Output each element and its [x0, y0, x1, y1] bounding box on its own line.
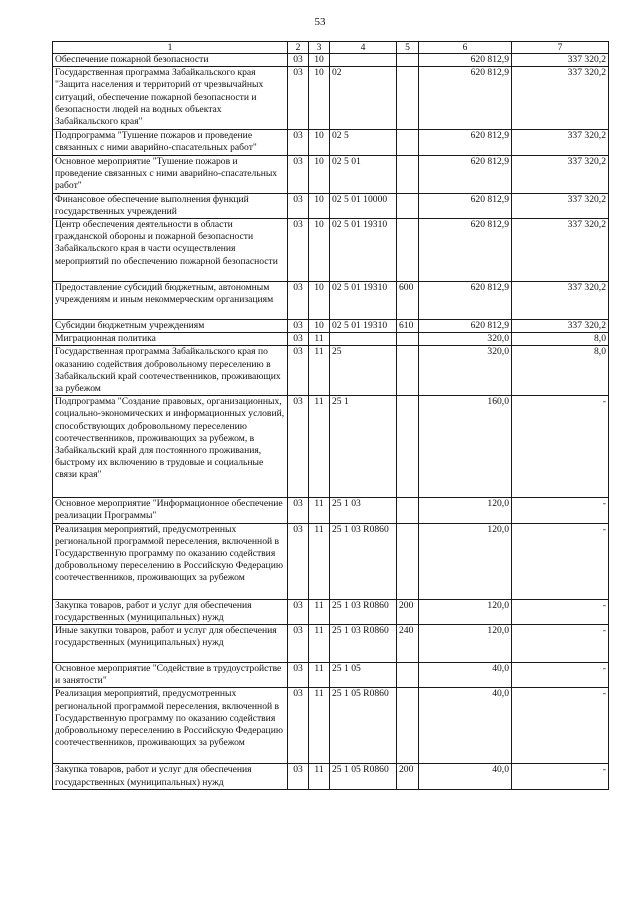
amount-col-6: 320,0: [419, 346, 512, 396]
chapter-code: 03: [288, 54, 309, 67]
table-row: [53, 625, 609, 663]
table-row: [53, 498, 609, 523]
expense-type-code: 610: [397, 320, 419, 333]
col-header-7: 7: [512, 42, 609, 54]
row-name: Закупка товаров, работ и услуг для обеспечения государственных (муниципальных) нужд: [53, 764, 288, 789]
row-name: Подпрограмма "Тушение пожаров и проведение связанных с ними аварийно-спасательных работ": [53, 130, 288, 155]
row-name: Центр обеспечения деятельности в области гражданской обороны и пожарной безопасности Забайкальского края в части осуществления мероприятий по обеспечению пожарной безопасности: [53, 219, 288, 282]
section-code: 10: [309, 193, 330, 218]
expense-type-code: [397, 523, 419, 599]
table-row: [53, 130, 609, 155]
section-code: 11: [309, 346, 330, 396]
chapter-code: 03: [288, 523, 309, 599]
target-article-code: 02 5 01 19310: [330, 320, 397, 333]
target-article-code: 25: [330, 346, 397, 396]
row-name: Реализация мероприятий, предусмотренных региональной программой переселения, включенной в Государственную программу по оказанию содействия добровольному переселению в Российскую Федерацию соотечественников, проживающих за рубежом: [53, 523, 288, 599]
expense-type-code: [397, 54, 419, 67]
target-article-code: 02 5 01: [330, 155, 397, 193]
chapter-code: 03: [288, 320, 309, 333]
row-name: Реализация мероприятий, предусмотренных региональной программой переселения, включенной в Государственную программу по оказанию содействия добровольному переселению в Российскую Федерацию соотечественников, проживающих за рубежом: [53, 688, 288, 764]
amount-col-7: -: [512, 523, 609, 599]
table-row: [53, 219, 609, 282]
row-name: Основное мероприятие "Тушение пожаров и проведение связанных с ними аварийно-спасательных работ": [53, 155, 288, 193]
expense-type-code: 240: [397, 625, 419, 663]
amount-col-7: -: [512, 599, 609, 624]
section-code: 11: [309, 688, 330, 764]
col-header-1: 1: [53, 42, 288, 54]
section-code: 11: [309, 599, 330, 624]
target-article-code: 25 1 03: [330, 498, 397, 523]
chapter-code: 03: [288, 625, 309, 663]
chapter-code: 03: [288, 599, 309, 624]
amount-col-7: 337 320,2: [512, 219, 609, 282]
chapter-code: 03: [288, 282, 309, 320]
amount-col-7: -: [512, 498, 609, 523]
amount-col-6: 120,0: [419, 523, 512, 599]
amount-col-6: 620 812,9: [419, 130, 512, 155]
table-row: [53, 764, 609, 789]
table-row: [53, 320, 609, 333]
expense-type-code: [397, 396, 419, 498]
amount-col-7: 8,0: [512, 333, 609, 346]
section-code: 11: [309, 333, 330, 346]
table-row: [53, 155, 609, 193]
section-code: 11: [309, 764, 330, 789]
amount-col-7: -: [512, 396, 609, 498]
amount-col-6: 120,0: [419, 625, 512, 663]
table-row: [53, 346, 609, 396]
expense-type-code: [397, 346, 419, 396]
target-article-code: 02 5: [330, 130, 397, 155]
section-code: 10: [309, 320, 330, 333]
target-article-code: 02 5 01 19310: [330, 282, 397, 320]
expense-type-code: [397, 67, 419, 130]
table-row: [53, 663, 609, 688]
amount-col-6: 40,0: [419, 663, 512, 688]
chapter-code: 03: [288, 193, 309, 218]
target-article-code: 02 5 01 19310: [330, 219, 397, 282]
amount-col-7: -: [512, 764, 609, 789]
expense-type-code: [397, 130, 419, 155]
chapter-code: 03: [288, 396, 309, 498]
row-name: Закупка товаров, работ и услуг для обеспечения государственных (муниципальных) нужд: [53, 599, 288, 624]
table-row: [53, 688, 609, 764]
chapter-code: 03: [288, 333, 309, 346]
chapter-code: 03: [288, 346, 309, 396]
section-code: 11: [309, 498, 330, 523]
row-name: Миграционная политика: [53, 333, 288, 346]
amount-col-6: 620 812,9: [419, 54, 512, 67]
target-article-code: [330, 54, 397, 67]
target-article-code: 25 1 05 R0860: [330, 688, 397, 764]
target-article-code: 02 5 01 10000: [330, 193, 397, 218]
target-article-code: 25 1 03 R0860: [330, 599, 397, 624]
col-header-2: 2: [288, 42, 309, 54]
budget-table: [52, 41, 609, 790]
section-code: 10: [309, 67, 330, 130]
expense-type-code: [397, 663, 419, 688]
amount-col-6: 620 812,9: [419, 67, 512, 130]
amount-col-7: 337 320,2: [512, 130, 609, 155]
col-header-5: 5: [397, 42, 419, 54]
amount-col-6: 620 812,9: [419, 155, 512, 193]
target-article-code: 25 1 05 R0860: [330, 764, 397, 789]
chapter-code: 03: [288, 130, 309, 155]
amount-col-7: 337 320,2: [512, 67, 609, 130]
chapter-code: 03: [288, 663, 309, 688]
col-header-3: 3: [309, 42, 330, 54]
chapter-code: 03: [288, 498, 309, 523]
expense-type-code: [397, 193, 419, 218]
amount-col-6: 120,0: [419, 498, 512, 523]
row-name: Субсидии бюджетным учреждениям: [53, 320, 288, 333]
row-name: Государственная программа Забайкальского края по оказанию содействия добровольному переселению в Забайкальский край соотечественников, проживающих за рубежом: [53, 346, 288, 396]
amount-col-6: 620 812,9: [419, 219, 512, 282]
page-number: 53: [314, 16, 326, 28]
section-code: 11: [309, 625, 330, 663]
expense-type-code: [397, 688, 419, 764]
chapter-code: 03: [288, 155, 309, 193]
expense-type-code: [397, 333, 419, 346]
target-article-code: 02: [330, 67, 397, 130]
target-article-code: 25 1 05: [330, 663, 397, 688]
amount-col-7: -: [512, 663, 609, 688]
row-name: Обеспечение пожарной безопасности: [53, 54, 288, 67]
chapter-code: 03: [288, 67, 309, 130]
row-name: Основное мероприятие "Содействие в трудоустройстве и занятости": [53, 663, 288, 688]
amount-col-6: 620 812,9: [419, 193, 512, 218]
col-header-6: 6: [419, 42, 512, 54]
amount-col-6: 320,0: [419, 333, 512, 346]
section-code: 11: [309, 523, 330, 599]
expense-type-code: 200: [397, 599, 419, 624]
section-code: 11: [309, 663, 330, 688]
table-row: [53, 523, 609, 599]
chapter-code: 03: [288, 688, 309, 764]
table-row: [53, 396, 609, 498]
expense-type-code: 600: [397, 282, 419, 320]
table-row: [53, 282, 609, 320]
amount-col-7: 337 320,2: [512, 54, 609, 67]
row-name: Основное мероприятие "Информационное обеспечение реализации Программы": [53, 498, 288, 523]
row-name: Предоставление субсидий бюджетным, автономным учреждениям и иным некоммерческим организациям: [53, 282, 288, 320]
section-code: 10: [309, 282, 330, 320]
row-name: Государственная программа Забайкальского края "Защита населения и территорий от чрезвычайных ситуаций, обеспечение пожарной безопасности и безопасности людей на водных объектах Забайкальского края": [53, 67, 288, 130]
row-name: Подпрограмма "Создание правовых, организационных, социально-экономических и информационных условий, способствующих добровольному переселению соотечественников, проживающих за рубежом, в Забайкальский край для постоянного проживания, быстрому их включению в трудовые и социальные связи края": [53, 396, 288, 498]
amount-col-7: 337 320,2: [512, 155, 609, 193]
amount-col-6: 620 812,9: [419, 320, 512, 333]
chapter-code: 03: [288, 219, 309, 282]
row-name: Финансовое обеспечение выполнения функций государственных учреждений: [53, 193, 288, 218]
amount-col-7: 337 320,2: [512, 320, 609, 333]
amount-col-7: 8,0: [512, 346, 609, 396]
section-code: 11: [309, 396, 330, 498]
amount-col-6: 160,0: [419, 396, 512, 498]
target-article-code: 25 1 03 R0860: [330, 523, 397, 599]
table-row: [53, 333, 609, 346]
row-name: Иные закупки товаров, работ и услуг для обеспечения государственных (муниципальных) нужд: [53, 625, 288, 663]
target-article-code: 25 1 03 R0860: [330, 625, 397, 663]
table-row: [53, 193, 609, 218]
expense-type-code: 200: [397, 764, 419, 789]
header-row: [53, 42, 609, 54]
amount-col-6: 120,0: [419, 599, 512, 624]
expense-type-code: [397, 219, 419, 282]
section-code: 10: [309, 219, 330, 282]
amount-col-7: -: [512, 688, 609, 764]
amount-col-7: 337 320,2: [512, 282, 609, 320]
section-code: 10: [309, 54, 330, 67]
target-article-code: 25 1: [330, 396, 397, 498]
section-code: 10: [309, 155, 330, 193]
amount-col-7: -: [512, 625, 609, 663]
table-row: [53, 54, 609, 67]
expense-type-code: [397, 155, 419, 193]
table-row: [53, 599, 609, 624]
amount-col-7: 337 320,2: [512, 193, 609, 218]
chapter-code: 03: [288, 764, 309, 789]
amount-col-6: 620 812,9: [419, 282, 512, 320]
table-row: [53, 67, 609, 130]
expense-type-code: [397, 498, 419, 523]
amount-col-6: 40,0: [419, 764, 512, 789]
section-code: 10: [309, 130, 330, 155]
target-article-code: [330, 333, 397, 346]
col-header-4: 4: [330, 42, 397, 54]
amount-col-6: 40,0: [419, 688, 512, 764]
